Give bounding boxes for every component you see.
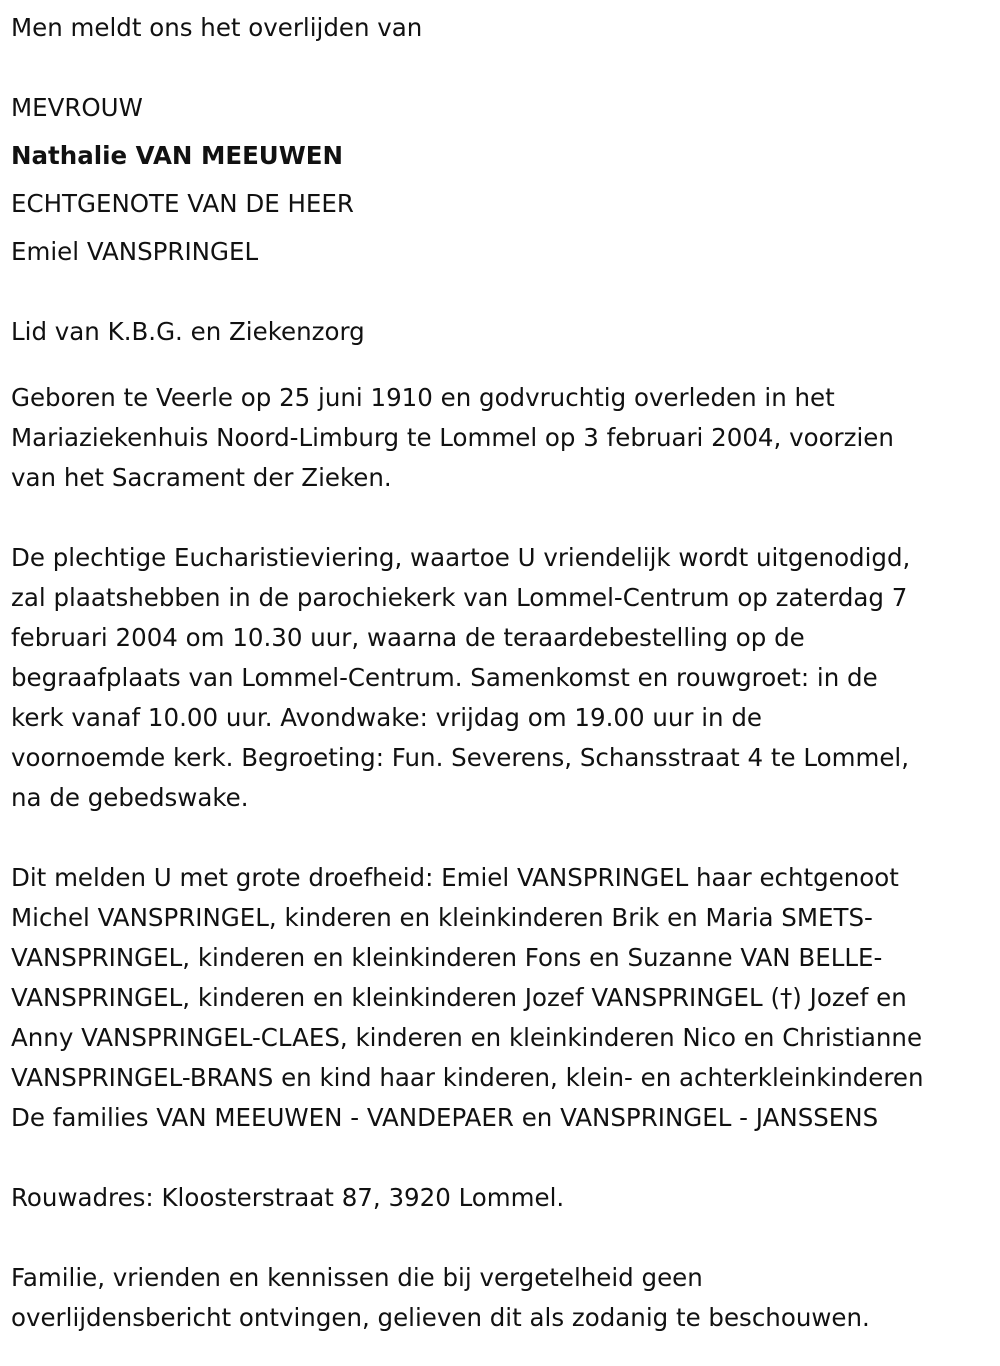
paragraph-line: Dit melden U met grote droefheid: Emiel VANSPRINGEL haar echtgenoot	[11, 863, 899, 892]
paragraph-line: De families VAN MEEUWEN - VANDEPAER en VANSPRINGEL - JANSSENS	[11, 1103, 879, 1132]
spacer	[11, 1138, 991, 1178]
membership-text: Lid van K.B.G. en Ziekenzorg	[11, 317, 365, 346]
spacer	[11, 356, 991, 378]
paragraph-line: VANSPRINGEL-BRANS en kind haar kinderen, klein- en achterkleinkinderen	[11, 1063, 924, 1092]
paragraph-line: Mariaziekenhuis Noord-Limburg te Lommel op 3 februari 2004, voorzien	[11, 423, 894, 452]
paragraph-line: Geboren te Veerle op 25 juni 1910 en godvruchtig overleden in het	[11, 383, 835, 412]
birth-death-paragraph	[11, 378, 991, 498]
deceased-name: Nathalie VAN MEEUWEN	[11, 141, 343, 170]
paragraph-line: kerk vanaf 10.00 uur. Avondwake: vrijdag om 19.00 uur in de	[11, 703, 762, 732]
address-paragraph	[11, 1178, 991, 1218]
spacer	[11, 52, 991, 84]
spacer	[11, 276, 991, 308]
paragraph-line: begraafplaats van Lommel-Centrum. Samenkomst en rouwgroet: in de	[11, 663, 878, 692]
ceremony-paragraph	[11, 538, 991, 818]
closing-paragraph	[11, 1258, 991, 1338]
paragraph-line: Rouwadres: Kloosterstraat 87, 3920 Lommel.	[11, 1183, 565, 1212]
title-prefix: MEVROUW	[11, 93, 143, 122]
obituary-notice	[11, 4, 991, 1338]
paragraph-line: VANSPRINGEL, kinderen en kleinkinderen Jozef VANSPRINGEL (†) Jozef en	[11, 983, 907, 1012]
spacer	[11, 498, 991, 538]
paragraph-line: na de gebedswake.	[11, 783, 249, 812]
spouse-name: Emiel VANSPRINGEL	[11, 237, 259, 266]
paragraph-line: VANSPRINGEL, kinderen en kleinkinderen Fons en Suzanne VAN BELLE-	[11, 943, 883, 972]
paragraph-line: De plechtige Eucharistieviering, waartoe U vriendelijk wordt uitgenodigd,	[11, 543, 911, 572]
family-paragraph	[11, 858, 991, 1138]
paragraph-line: zal plaatshebben in de parochiekerk van Lommel-Centrum op zaterdag 7	[11, 583, 908, 612]
paragraph-line: Familie, vrienden en kennissen die bij vergetelheid geen	[11, 1263, 703, 1292]
paragraph-line: overlijdensbericht ontvingen, gelieven dit als zodanig te beschouwen.	[11, 1303, 870, 1332]
paragraph-line: februari 2004 om 10.30 uur, waarna de teraardebestelling op de	[11, 623, 805, 652]
spacer	[11, 1218, 991, 1258]
intro-text: Men meldt ons het overlijden van	[11, 13, 423, 42]
paragraph-line: van het Sacrament der Zieken.	[11, 463, 392, 492]
paragraph-line: voornoemde kerk. Begroeting: Fun. Severens, Schansstraat 4 te Lommel,	[11, 743, 910, 772]
paragraph-line: Anny VANSPRINGEL-CLAES, kinderen en kleinkinderen Nico en Christianne	[11, 1023, 923, 1052]
paragraph-line: Michel VANSPRINGEL, kinderen en kleinkinderen Brik en Maria SMETS-	[11, 903, 873, 932]
spacer	[11, 818, 991, 858]
spouse-prefix: ECHTGENOTE VAN DE HEER	[11, 189, 354, 218]
